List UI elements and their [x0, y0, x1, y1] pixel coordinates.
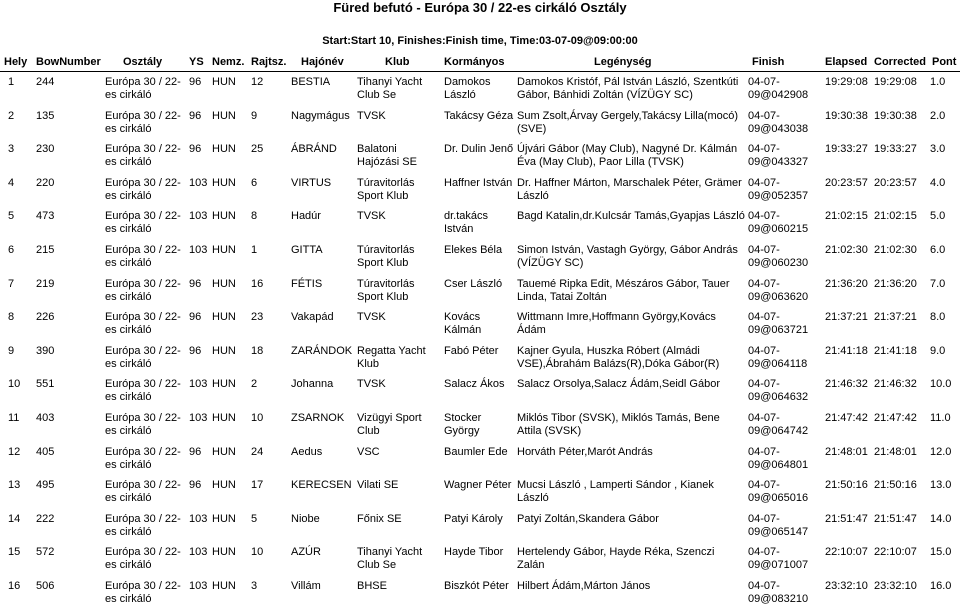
cell-corrected: 21:48:01	[874, 445, 917, 458]
cell-ys: 103	[189, 546, 208, 559]
cell-hajonev: Vakapád	[291, 311, 334, 324]
cell-finish: 04-07-09@042908	[748, 76, 809, 101]
cell-hajonev: ÁBRÁND	[291, 143, 337, 156]
cell-nemz: HUN	[212, 344, 236, 357]
cell-nemz: HUN	[212, 378, 236, 391]
cell-pont: 14.0	[930, 512, 952, 525]
cell-kormanyos: Elekes Béla	[444, 243, 503, 256]
cell-nemz: HUN	[212, 311, 236, 324]
cell-hely: 15	[8, 546, 21, 559]
cell-klub: Balatoni Hajózási SE	[357, 143, 417, 169]
cell-klub: Főnix SE	[357, 512, 402, 525]
cell-elapsed: 19:33:27	[825, 143, 868, 156]
cell-bow-number: 495	[36, 479, 55, 492]
cell-legenyseg: Miklós Tibor (SVSK), Miklós Tamás, Bene Attila (SVSK)	[517, 411, 720, 437]
cell-osztaly: Európa 30 / 22-es cirkáló	[105, 411, 181, 437]
col-klub: Klub	[385, 56, 410, 68]
table-row	[0, 445, 960, 479]
cell-osztaly: Európa 30 / 22-es cirkáló	[105, 210, 181, 236]
cell-osztaly: Európa 30 / 22-es cirkáló	[105, 479, 181, 505]
cell-rajtsz: 10	[251, 546, 264, 559]
cell-hely: 10	[8, 378, 21, 391]
cell-legenyseg: Salacz Orsolya,Salacz Ádám,Seidl Gábor	[517, 378, 720, 391]
cell-finish: 04-07-09@064742	[748, 411, 809, 437]
cell-corrected: 21:50:16	[874, 479, 917, 492]
cell-klub: TVSK	[357, 311, 386, 324]
cell-finish: 04-07-09@060230	[748, 243, 809, 269]
cell-kormanyos: Stocker György	[444, 411, 482, 437]
cell-klub: Vilati SE	[357, 479, 399, 492]
cell-rajtsz: 1	[251, 243, 258, 256]
cell-kormanyos: Patyi Károly	[444, 512, 503, 525]
cell-elapsed: 21:50:16	[825, 479, 868, 492]
cell-klub: Túravitorlás Sport Klub	[357, 176, 415, 202]
col-rajtsz: Rajtsz.	[251, 56, 287, 68]
cell-elapsed: 21:41:18	[825, 344, 868, 357]
cell-finish: 04-07-09@064632	[748, 378, 809, 404]
cell-nemz: HUN	[212, 546, 236, 559]
cell-elapsed: 21:36:20	[825, 277, 868, 290]
col-finish: Finish	[752, 56, 785, 68]
cell-finish: 04-07-09@071007	[748, 546, 809, 572]
cell-hajonev: Villám	[291, 579, 321, 592]
cell-nemz: HUN	[212, 579, 236, 592]
cell-klub: Tihanyi Yacht Club Se	[357, 76, 423, 101]
cell-corrected: 19:33:27	[874, 143, 917, 156]
cell-legenyseg: Hilbert Ádám,Márton János	[517, 579, 651, 592]
table-row	[0, 142, 960, 176]
cell-rajtsz: 6	[251, 176, 258, 189]
cell-osztaly: Európa 30 / 22-es cirkáló	[105, 344, 181, 370]
cell-legenyseg: Újvári Gábor (May Club), Nagyné Dr. Kálmán Éva (May Club), Paor Lilla (TVSK)	[517, 143, 738, 169]
cell-hajonev: VIRTUS	[291, 176, 332, 189]
cell-rajtsz: 5	[251, 512, 258, 525]
col-hajonev: Hajónév	[301, 56, 344, 68]
cell-legenyseg: Damokos Kristóf, Pál István László, Szentkúti Gábor, Bánhidi Zoltán (VÍZÜGY SC)	[517, 76, 739, 101]
cell-hely: 2	[8, 109, 15, 122]
cell-hajonev: GITTA	[291, 243, 323, 256]
cell-elapsed: 20:23:57	[825, 176, 868, 189]
cell-hely: 5	[8, 210, 15, 223]
cell-pont: 4.0	[930, 176, 946, 189]
cell-finish: 04-07-09@060215	[748, 210, 809, 236]
table-row	[0, 545, 960, 579]
cell-pont: 2.0	[930, 109, 946, 122]
table-row	[0, 176, 960, 210]
cell-nemz: HUN	[212, 109, 236, 122]
cell-bow-number: 390	[36, 344, 55, 357]
cell-hajonev: Aedus	[291, 445, 323, 458]
cell-corrected: 21:51:47	[874, 512, 917, 525]
cell-legenyseg: Bagd Katalin,dr.Kulcsár Tamás,Gyapjas László	[517, 210, 745, 223]
cell-ys: 103	[189, 579, 208, 592]
cell-ys: 96	[189, 344, 202, 357]
cell-ys: 103	[189, 411, 208, 424]
cell-bow-number: 222	[36, 512, 55, 525]
cell-hajonev: Hadúr	[291, 210, 321, 223]
cell-finish: 04-07-09@052357	[748, 176, 809, 202]
cell-hely: 4	[8, 176, 15, 189]
table-row	[0, 277, 960, 311]
cell-osztaly: Európa 30 / 22-es cirkáló	[105, 579, 181, 605]
page-title: Füred befutó - Európa 30 / 22-es cirkáló Osztály	[333, 0, 627, 15]
cell-nemz: HUN	[212, 243, 236, 256]
cell-corrected: 21:02:15	[874, 210, 917, 223]
cell-finish: 04-07-09@043038	[748, 109, 809, 135]
cell-elapsed: 21:48:01	[825, 445, 868, 458]
col-bownumber: BowNumber	[36, 56, 101, 68]
cell-osztaly: Európa 30 / 22-es cirkáló	[105, 546, 181, 572]
cell-klub: VSC	[357, 445, 380, 458]
cell-hely: 16	[8, 579, 21, 592]
cell-klub: TVSK	[357, 109, 386, 122]
cell-ys: 96	[189, 479, 202, 492]
cell-osztaly: Európa 30 / 22-es cirkáló	[105, 311, 181, 337]
table-row	[0, 209, 960, 243]
cell-pont: 3.0	[930, 143, 946, 156]
cell-legenyseg: Hertelendy Gábor, Hayde Réka, Szenczi Zalán	[517, 546, 715, 572]
cell-kormanyos: Kovács Kálmán	[444, 311, 482, 337]
cell-pont: 5.0	[930, 210, 946, 223]
cell-bow-number: 403	[36, 411, 55, 424]
cell-bow-number: 572	[36, 546, 55, 559]
cell-kormanyos: Biszkót Péter	[444, 579, 509, 592]
cell-klub: Túravitorlás Sport Klub	[357, 243, 415, 269]
cell-klub: Regatta Yacht Klub	[357, 344, 426, 370]
cell-legenyseg: Mucsi László , Lamperti Sándor , Kianek László	[517, 479, 714, 505]
cell-ys: 103	[189, 243, 208, 256]
col-nemz: Nemz.	[212, 56, 245, 68]
cell-pont: 12.0	[930, 445, 952, 458]
cell-hely: 14	[8, 512, 21, 525]
cell-corrected: 21:37:21	[874, 311, 917, 324]
cell-kormanyos: Wagner Péter	[444, 479, 512, 492]
cell-kormanyos: Haffner István	[444, 176, 513, 189]
cell-rajtsz: 24	[251, 445, 264, 458]
cell-kormanyos: Hayde Tibor	[444, 546, 504, 559]
col-osztaly: Osztály	[123, 56, 163, 68]
cell-rajtsz: 8	[251, 210, 258, 223]
cell-rajtsz: 10	[251, 411, 264, 424]
cell-hajonev: AZÚR	[291, 546, 321, 559]
cell-osztaly: Európa 30 / 22-es cirkáló	[105, 76, 181, 101]
cell-klub: TVSK	[357, 378, 386, 391]
cell-hely: 6	[8, 243, 15, 256]
cell-elapsed: 21:51:47	[825, 512, 868, 525]
cell-hely: 1	[8, 76, 15, 88]
cell-bow-number: 135	[36, 109, 55, 122]
cell-hajonev: FÉTIS	[291, 277, 323, 290]
table-row	[0, 512, 960, 546]
cell-ys: 96	[189, 311, 202, 324]
cell-pont: 7.0	[930, 277, 946, 290]
cell-legenyseg: Tauemé Ripka Edit, Mészáros Gábor, Tauer Linda, Tatai Zoltán	[517, 277, 730, 303]
cell-klub: Túravitorlás Sport Klub	[357, 277, 415, 303]
cell-elapsed: 21:47:42	[825, 411, 868, 424]
cell-elapsed: 21:37:21	[825, 311, 868, 324]
cell-finish: 04-07-09@064801	[748, 445, 809, 471]
cell-kormanyos: Takácsy Géza	[444, 109, 514, 122]
cell-nemz: HUN	[212, 210, 236, 223]
cell-nemz: HUN	[212, 411, 236, 424]
cell-hely: 12	[8, 445, 21, 458]
cell-elapsed: 23:32:10	[825, 579, 868, 592]
cell-nemz: HUN	[212, 479, 236, 492]
cell-finish: 04-07-09@043327	[748, 143, 809, 169]
cell-bow-number: 220	[36, 176, 55, 189]
cell-rajtsz: 17	[251, 479, 264, 492]
table-row	[0, 579, 960, 613]
cell-hajonev: ZSARNOK	[291, 411, 345, 424]
cell-corrected: 19:29:08	[874, 76, 917, 88]
cell-klub: BHSE	[357, 579, 387, 592]
cell-hely: 9	[8, 344, 15, 357]
cell-legenyseg: Kajner Gyula, Huszka Róbert (Almádi VSE),Ábrahám Balázs(R),Dóka Gábor(R)	[517, 344, 720, 370]
cell-corrected: 22:10:07	[874, 546, 917, 559]
cell-ys: 96	[189, 277, 202, 290]
cell-corrected: 20:23:57	[874, 176, 917, 189]
cell-elapsed: 21:46:32	[825, 378, 868, 391]
col-legenyseg: Legénység	[594, 56, 652, 68]
table-row	[0, 344, 960, 378]
cell-bow-number: 226	[36, 311, 55, 324]
cell-bow-number: 215	[36, 243, 55, 256]
cell-pont: 1.0	[930, 76, 946, 88]
cell-bow-number: 230	[36, 143, 55, 156]
cell-nemz: HUN	[212, 143, 236, 156]
cell-kormanyos: Dr. Dulin Jenő	[444, 143, 514, 156]
table-row	[0, 411, 960, 445]
cell-finish: 04-07-09@065016	[748, 479, 809, 505]
col-ys: YS	[189, 56, 204, 68]
cell-corrected: 19:30:38	[874, 109, 917, 122]
cell-osztaly: Európa 30 / 22-es cirkáló	[105, 512, 181, 538]
cell-ys: 96	[189, 143, 202, 156]
cell-hajonev: Nagymágus	[291, 109, 350, 122]
cell-rajtsz: 2	[251, 378, 258, 391]
cell-corrected: 21:02:30	[874, 243, 917, 256]
cell-hajonev: Niobe	[291, 512, 320, 525]
cell-kormanyos: Baumler Ede	[444, 445, 508, 458]
header-divider	[0, 71, 960, 72]
cell-elapsed: 19:29:08	[825, 76, 868, 88]
cell-pont: 10.0	[930, 378, 952, 391]
cell-osztaly: Európa 30 / 22-es cirkáló	[105, 378, 181, 404]
cell-hely: 8	[8, 311, 15, 324]
cell-hajonev: KERECSEN	[291, 479, 352, 492]
cell-hely: 13	[8, 479, 21, 492]
cell-elapsed: 22:10:07	[825, 546, 868, 559]
table-row	[0, 478, 960, 512]
cell-pont: 15.0	[930, 546, 952, 559]
cell-corrected: 21:36:20	[874, 277, 917, 290]
table-header	[0, 56, 960, 70]
race-info: Start:Start 10, Finishes:Finish time, Time:03-07-09@09:00:00	[322, 35, 638, 47]
cell-bow-number: 219	[36, 277, 55, 290]
cell-nemz: HUN	[212, 445, 236, 458]
cell-kormanyos: Fabó Péter	[444, 344, 499, 357]
cell-rajtsz: 18	[251, 344, 264, 357]
cell-elapsed: 21:02:15	[825, 210, 868, 223]
cell-bow-number: 473	[36, 210, 55, 223]
cell-osztaly: Európa 30 / 22-es cirkáló	[105, 143, 181, 169]
cell-hajonev: Johanna	[291, 378, 334, 391]
cell-corrected: 21:47:42	[874, 411, 917, 424]
cell-ys: 96	[189, 76, 202, 88]
cell-osztaly: Európa 30 / 22-es cirkáló	[105, 109, 181, 135]
cell-legenyseg: Simon István, Vastagh György, Gábor András (VÍZÜGY SC)	[517, 243, 738, 269]
cell-legenyseg: Wittmann Imre,Hoffmann György,Kovács Ádám	[517, 311, 716, 337]
cell-legenyseg: Horváth Péter,Marót András	[517, 445, 653, 458]
cell-bow-number: 506	[36, 579, 55, 592]
cell-pont: 16.0	[930, 579, 952, 592]
cell-pont: 11.0	[930, 411, 951, 424]
cell-bow-number: 551	[36, 378, 55, 391]
cell-ys: 103	[189, 512, 208, 525]
cell-pont: 6.0	[930, 243, 946, 256]
cell-rajtsz: 23	[251, 311, 264, 324]
cell-kormanyos: dr.takács István	[444, 210, 489, 236]
cell-legenyseg: Sum Zsolt,Árvay Gergely,Takácsy Lilla(mocó)(SVE)	[517, 109, 739, 135]
cell-pont: 13.0	[930, 479, 952, 492]
cell-nemz: HUN	[212, 512, 236, 525]
cell-nemz: HUN	[212, 76, 236, 88]
cell-pont: 9.0	[930, 344, 946, 357]
cell-osztaly: Európa 30 / 22-es cirkáló	[105, 176, 181, 202]
cell-klub: Vizügyi Sport Club	[357, 411, 422, 437]
cell-rajtsz: 12	[251, 76, 264, 88]
cell-finish: 04-07-09@063620	[748, 277, 809, 303]
cell-corrected: 21:46:32	[874, 378, 917, 391]
cell-ys: 103	[189, 210, 208, 223]
cell-finish: 04-07-09@064118	[748, 344, 808, 370]
cell-rajtsz: 3	[251, 579, 258, 592]
cell-bow-number: 405	[36, 445, 55, 458]
cell-klub: TVSK	[357, 210, 386, 223]
table-row	[0, 377, 960, 411]
table-row	[0, 75, 960, 109]
cell-rajtsz: 25	[251, 143, 264, 156]
table-row	[0, 310, 960, 344]
table-row	[0, 243, 960, 277]
cell-ys: 103	[189, 176, 208, 189]
cell-osztaly: Európa 30 / 22-es cirkáló	[105, 243, 181, 269]
cell-ys: 96	[189, 445, 202, 458]
cell-elapsed: 21:02:30	[825, 243, 868, 256]
col-hely: Hely	[4, 56, 28, 68]
results-table	[0, 75, 960, 613]
cell-elapsed: 19:30:38	[825, 109, 868, 122]
cell-hajonev: ZARÁNDOK	[291, 344, 353, 357]
cell-osztaly: Európa 30 / 22-es cirkáló	[105, 445, 181, 471]
cell-ys: 96	[189, 109, 202, 122]
cell-rajtsz: 9	[251, 109, 258, 122]
cell-legenyseg: Patyi Zoltán,Skandera Gábor	[517, 512, 659, 525]
cell-pont: 8.0	[930, 311, 946, 324]
cell-finish: 04-07-09@065147	[748, 512, 809, 538]
col-kormanyos: Kormányos	[444, 56, 505, 68]
cell-osztaly: Európa 30 / 22-es cirkáló	[105, 277, 181, 303]
cell-finish: 04-07-09@063721	[748, 311, 809, 337]
cell-nemz: HUN	[212, 277, 236, 290]
cell-hely: 11	[8, 411, 20, 424]
cell-kormanyos: Cser László	[444, 277, 503, 290]
cell-kormanyos: Salacz Ákos	[444, 378, 505, 391]
cell-ys: 103	[189, 378, 208, 391]
cell-corrected: 23:32:10	[874, 579, 917, 592]
cell-finish: 04-07-09@083210	[748, 579, 809, 605]
col-pont: Pont	[932, 56, 957, 68]
cell-hajonev: BESTIA	[291, 76, 331, 88]
table-row	[0, 109, 960, 143]
cell-klub: Tihanyi Yacht Club Se	[357, 546, 423, 572]
cell-rajtsz: 16	[251, 277, 264, 290]
cell-legenyseg: Dr. Haffner Márton, Marschalek Péter, Grämer László	[517, 176, 742, 202]
col-elapsed: Elapsed	[825, 56, 868, 68]
cell-hely: 3	[8, 143, 15, 156]
cell-corrected: 21:41:18	[874, 344, 917, 357]
cell-kormanyos: Damokos László	[444, 76, 491, 101]
cell-nemz: HUN	[212, 176, 236, 189]
cell-bow-number: 244	[36, 76, 55, 88]
col-corrected: Corrected	[874, 56, 926, 68]
cell-hely: 7	[8, 277, 15, 290]
